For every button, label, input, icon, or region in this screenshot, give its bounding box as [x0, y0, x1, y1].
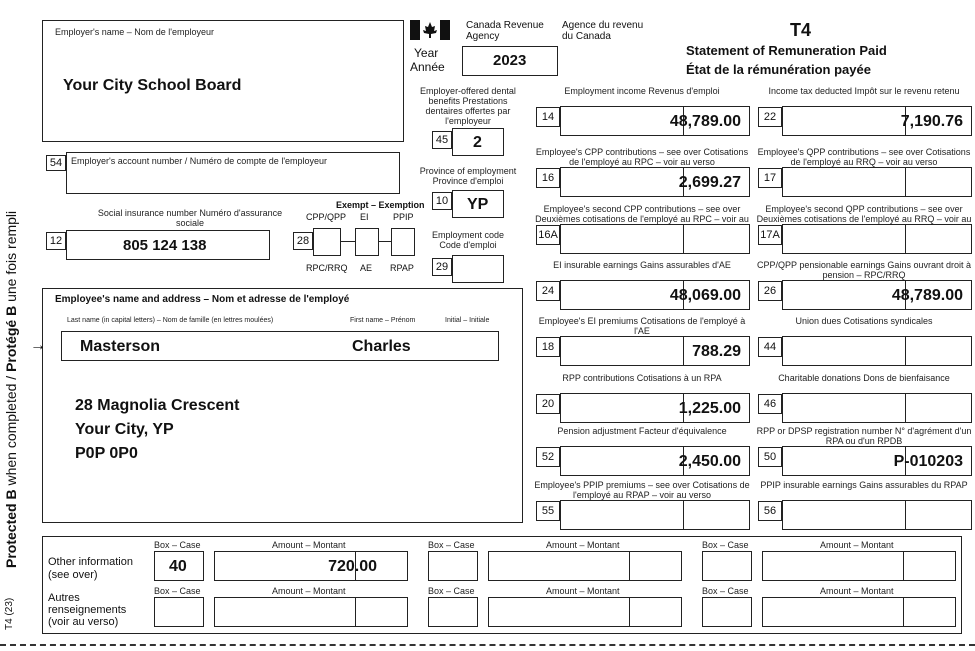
amount-label: CPP/QPP pensionable earnings Gains ouvrant droit à pension – RPC/RRQ	[757, 260, 971, 280]
amount-montant-label: Amount – Montant	[820, 540, 894, 550]
amount-label: Income tax deducted Impôt sur le revenu retenu	[768, 86, 960, 96]
amount-field	[560, 280, 750, 310]
amount-label: Employee's EI premiums Cotisations de l'employé à l'AE	[538, 316, 746, 336]
sin-label: Social insurance number Numéro d'assurance sociale	[97, 208, 283, 228]
amount-value: 48,789.00	[891, 287, 963, 304]
amount-montant-label: Amount – Montant	[820, 586, 894, 596]
cents-divider	[355, 598, 356, 626]
exempt-cpp-top: CPP/QPP	[306, 212, 347, 222]
cents-divider	[905, 337, 906, 365]
other-box-field[interactable]	[428, 597, 478, 627]
exempt-ei-checkbox[interactable]	[355, 228, 379, 256]
cut-line	[0, 644, 975, 646]
amount-label: Employment income Revenus d'emploi	[564, 86, 720, 96]
exempt-ppip-checkbox[interactable]	[391, 228, 415, 256]
province-label: Province of employment Province d'emploi	[419, 166, 517, 186]
protected-b-en: Protected B	[3, 489, 19, 568]
cents-divider	[683, 225, 684, 253]
employer-account-box	[66, 152, 400, 194]
other-amount-field[interactable]	[214, 597, 408, 627]
amount-value: 7,190.76	[900, 113, 963, 130]
amount-value: 2,450.00	[678, 453, 741, 470]
other-box-field[interactable]	[702, 551, 752, 581]
amount-label: RPP contributions Cotisations à un RPA	[562, 373, 722, 383]
amount-field	[782, 393, 972, 423]
amount-field	[560, 446, 750, 476]
amount-label: Union dues Cotisations syndicales	[795, 316, 933, 326]
box-number: 17	[758, 168, 782, 188]
sin-box	[66, 230, 270, 260]
box-number: 22	[758, 107, 782, 127]
last-name-value: Masterson	[80, 338, 161, 355]
box-number: 52	[536, 447, 560, 467]
other-box-field[interactable]	[428, 551, 478, 581]
box-case-label: Box – Case	[428, 540, 475, 550]
cents-divider	[903, 552, 904, 580]
cents-divider	[905, 501, 906, 529]
amount-field	[782, 106, 972, 136]
amount-field	[782, 500, 972, 530]
dental-label: Employer-offered dental benefits Prestations dentaires offertes par l'employeur	[420, 86, 516, 126]
other-box-field[interactable]	[702, 597, 752, 627]
protected-b-end: une fois rempli	[3, 210, 19, 306]
cents-divider	[905, 225, 906, 253]
exempt-rpc-bottom: RPC/RRQ	[306, 263, 348, 273]
amount-value: 1,225.00	[678, 400, 741, 417]
amount-label: Employee's QPP contributions – see over Cotisations de l'employé au RRQ – voir au verso	[757, 147, 971, 167]
amount-value: 788.29	[692, 343, 741, 360]
cents-divider	[905, 394, 906, 422]
box-number: 26	[758, 281, 782, 301]
employer-name-box	[42, 20, 404, 142]
protected-b-fr: Protégé B	[3, 305, 19, 372]
box-case-label: Box – Case	[702, 586, 749, 596]
protected-b-mid: when completed /	[3, 371, 19, 490]
amount-montant-label: Amount – Montant	[546, 540, 620, 550]
amount-field	[560, 336, 750, 366]
exempt-cpp-checkbox[interactable]	[313, 228, 341, 256]
address-line-3: P0P 0P0	[75, 445, 138, 462]
box-number: 17A	[758, 225, 782, 245]
sin-value: 805 124 138	[123, 237, 207, 254]
box-case-label: Box – Case	[154, 586, 201, 596]
amount-field	[560, 106, 750, 136]
other-box-value: 40	[169, 558, 187, 575]
amount-field	[782, 446, 972, 476]
amount-field	[782, 336, 972, 366]
cents-divider	[629, 552, 630, 580]
other-amount-field[interactable]	[488, 551, 682, 581]
other-amount-field[interactable]	[762, 597, 956, 627]
cents-divider	[629, 598, 630, 626]
title-fr: État de la rémunération payée	[686, 62, 871, 77]
box-28-number: 28	[293, 232, 313, 250]
amount-field	[782, 224, 972, 254]
other-amount-value: 720.00	[328, 558, 377, 575]
amount-value: P-010203	[893, 453, 963, 470]
exempt-connector-2	[379, 241, 391, 242]
box-10-number: 10	[432, 192, 452, 210]
box-number: 18	[536, 337, 560, 357]
box-12-number: 12	[46, 232, 66, 250]
exempt-title: Exempt – Exemption	[336, 200, 425, 210]
amount-field	[782, 280, 972, 310]
box-number: 16	[536, 168, 560, 188]
amount-label: Employee's second CPP contributions – see over Deuxièmes cotisations de l'employé au RPC – voir au	[535, 204, 749, 224]
amount-label: PPIP insurable earnings Gains assurables du RPAP	[760, 480, 968, 490]
exempt-ei-top: EI	[360, 212, 369, 222]
form-code: T4	[790, 20, 812, 40]
box-54-number: 54	[46, 155, 66, 171]
employee-section	[42, 288, 523, 523]
cents-divider	[903, 598, 904, 626]
first-name-value: Charles	[352, 338, 411, 355]
box-case-label: Box – Case	[154, 540, 201, 550]
agency-fr: Agence du revenu du Canada	[562, 20, 644, 42]
employee-section-label: Employee's name and address – Nom et adresse de l'employé	[55, 294, 350, 305]
amount-label: Employee's PPIP premiums – see over Cotisations de l'employé au RPAP – voir au verso	[534, 480, 750, 500]
box-29-number: 29	[432, 258, 452, 276]
box-number: 50	[758, 447, 782, 467]
amount-value: 48,069.00	[669, 287, 741, 304]
box-number: 24	[536, 281, 560, 301]
employee-name-field	[61, 331, 499, 361]
other-amount-field[interactable]	[214, 551, 408, 581]
year-value: 2023	[493, 52, 527, 69]
exempt-ae-bottom: AE	[360, 263, 373, 273]
box-number: 56	[758, 501, 782, 521]
box-45-number: 45	[432, 131, 452, 149]
amount-field	[560, 393, 750, 423]
amount-montant-label: Amount – Montant	[272, 540, 346, 550]
other-amount-field[interactable]	[762, 551, 956, 581]
cents-divider	[683, 337, 684, 365]
first-name-label: First name – Prénom	[350, 317, 416, 324]
amount-label: Employee's second QPP contributions – see over Deuxièmes cotisations de l'employé au RRQ – voir au	[756, 204, 972, 224]
other-box-field[interactable]	[154, 551, 204, 581]
canada-flag-icon	[410, 20, 450, 40]
form-id: T4 (23)	[4, 597, 15, 630]
amount-label: RPP or DPSP registration number N° d'agrément d'un RPA ou d'un RPDB	[756, 426, 972, 446]
address-line-2: Your City, YP	[75, 421, 174, 438]
amount-label: Charitable donations Dons de bienfaisance	[778, 373, 950, 383]
cents-divider	[683, 501, 684, 529]
year-label-fr: Année	[410, 60, 445, 74]
cents-divider	[905, 168, 906, 196]
province-value-box	[452, 190, 504, 218]
amount-field	[560, 224, 750, 254]
last-name-label: Last name (in capital letters) – Nom de famille (en lettres moulées)	[67, 317, 274, 324]
box-number: 44	[758, 337, 782, 357]
amount-montant-label: Amount – Montant	[546, 586, 620, 596]
province-value: YP	[467, 196, 489, 213]
other-box-field[interactable]	[154, 597, 204, 627]
amount-field	[782, 167, 972, 197]
title-en: Statement of Remuneration Paid	[686, 43, 887, 58]
amount-value: 48,789.00	[669, 113, 741, 130]
dental-value-box	[452, 128, 504, 156]
amount-label: Employee's CPP contributions – see over Cotisations de l'employé au RPC – voir au verso	[535, 147, 749, 167]
exempt-rpap-bottom: RPAP	[390, 263, 414, 273]
amount-label: EI insurable earnings Gains assurables d'AE	[553, 260, 731, 270]
box-number: 20	[536, 394, 560, 414]
employer-name-label: Employer's name – Nom de l'employeur	[55, 27, 215, 37]
box-case-label: Box – Case	[702, 540, 749, 550]
agency-en: Canada Revenue Agency	[466, 20, 544, 42]
employer-name: Your City School Board	[63, 77, 242, 94]
amount-value: 2,699.27	[678, 174, 741, 191]
address-line-1: 28 Magnolia Crescent	[75, 397, 240, 414]
year-label-en: Year	[414, 46, 439, 60]
other-amount-field[interactable]	[488, 597, 682, 627]
amount-label: Pension adjustment Facteur d'équivalence	[557, 426, 727, 436]
other-info-label-fr: Autres renseignements (voir au verso)	[48, 592, 127, 628]
box-number: 14	[536, 107, 560, 127]
box-number: 16A	[536, 225, 560, 245]
exempt-ppip-top: PPIP	[393, 212, 414, 222]
other-info-label-en: Other information (see over)	[48, 556, 133, 581]
amount-montant-label: Amount – Montant	[272, 586, 346, 596]
box-number: 46	[758, 394, 782, 414]
year-box	[462, 46, 558, 76]
initial-label: Initial – Initiale	[445, 317, 490, 324]
box-case-label: Box – Case	[428, 586, 475, 596]
employer-account-label: Employer's account number / Numéro de compte de l'employeur	[71, 156, 328, 166]
arrow-icon: →	[30, 337, 46, 354]
exempt-connector	[341, 241, 355, 242]
dental-value: 2	[473, 134, 482, 151]
box-number: 55	[536, 501, 560, 521]
employment-code-box	[452, 255, 504, 283]
amount-field	[560, 167, 750, 197]
amount-field	[560, 500, 750, 530]
employment-code-label: Employment code Code d'emploi	[431, 230, 505, 250]
